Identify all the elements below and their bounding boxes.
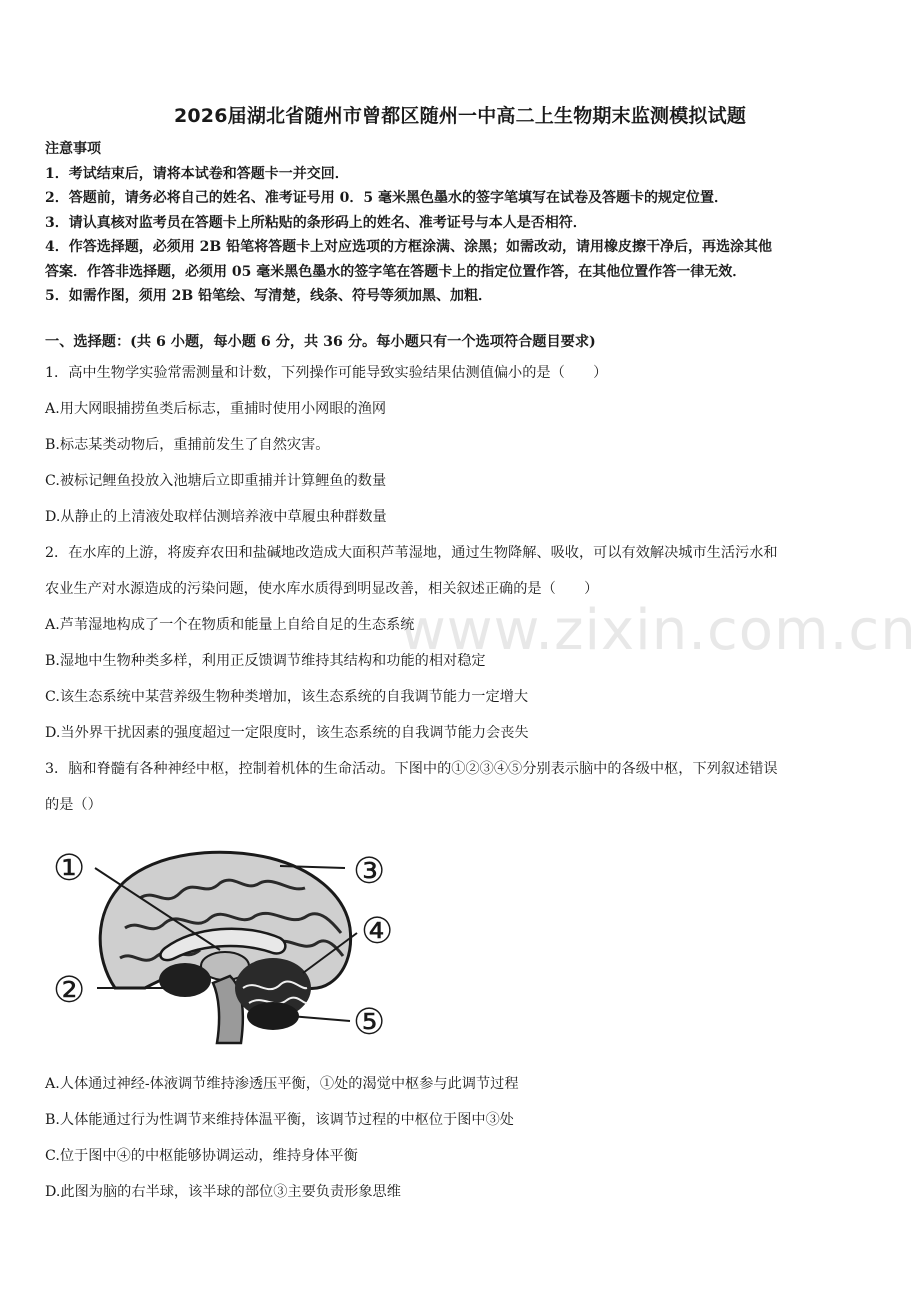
section-heading: 一、选择题：(共 6 小题，每小题 6 分，共 36 分。每小题只有一个选项符合题目要求) [45, 334, 596, 350]
brain-label-3: ③ [353, 851, 386, 892]
brain-label-4: ④ [361, 911, 394, 952]
question-2-stem-line1: 2．在水库的上游，将废弃农田和盐碱地改造成大面积芦苇湿地，通过生物降解、吸收，可以有效解决城市生活污水和 [45, 545, 778, 561]
notice-block [45, 137, 885, 309]
notice-item: 1．考试结束后，请将本试卷和答题卡一并交回． [45, 165, 349, 182]
question-3-stem-line2: 的是（） [45, 797, 102, 813]
question-2-option-a: A.芦苇湿地构成了一个在物质和能量上自给自足的生态系统 [45, 617, 415, 633]
page-title: 2026届湖北省随州市曾都区随州一中高二上生物期末监测模拟试题 [173, 105, 747, 127]
question-1-option-d: D.从静止的上清液处取样估测培养液中草履虫种群数量 [45, 509, 387, 525]
question-3-option-d: D.此图为脑的右半球，该半球的部位③主要负责形象思维 [45, 1184, 401, 1200]
notice-item: 5．如需作图，须用 2B 铅笔绘、写清楚，线条、符号等须加黑、加粗． [45, 288, 493, 304]
question-3-stem-line1: 3．脑和脊髓有各种神经中枢，控制着机体的生命活动。下图中的①②③④⑤分别表示脑中的各级中枢，下列叙述错误 [45, 761, 778, 777]
question-3-option-b: B.人体能通过行为性调节来维持体温平衡，该调节过程的中枢位于图中③处 [45, 1112, 514, 1128]
notice-item: 3．请认真核对监考员在答题卡上所粘贴的条形码上的姓名、准考证号与本人是否相符． [45, 214, 587, 231]
brain-diagram [45, 838, 405, 1048]
question-2-option-b: B.湿地中生物种类多样，利用正反馈调节维持其结构和功能的相对稳定 [45, 653, 486, 669]
notice-item: 2．答题前，请务必将自己的姓名、准考证号用 0．5 毫米黑色墨水的签字笔填写在试卷及答题卡的规定位置． [45, 190, 728, 206]
brain-label-1: ① [53, 848, 86, 889]
notice-heading: 注意事项 [45, 141, 101, 157]
watermark: www.zixin.com.cn [400, 598, 917, 663]
question-3-option-c: C.位于图中④的中枢能够协调运动，维持身体平衡 [45, 1148, 358, 1164]
notice-item: 答案．作答非选择题，必须用 05 毫米黑色墨水的签字笔在答题卡上的指定位置作答，在其他位置作答一律无效． [45, 263, 747, 280]
question-2-option-c: C.该生态系统中某营养级生物种类增加，该生态系统的自我调节能力一定增大 [45, 689, 529, 705]
question-2-option-d: D.当外界干扰因素的强度超过一定限度时，该生态系统的自我调节能力会丧失 [45, 725, 529, 741]
question-2-stem-line2: 农业生产对水源造成的污染问题，使水库水质得到明显改善，相关叙述正确的是（ ） [45, 581, 599, 597]
question-1-stem: 1．高中生物学实验常需测量和计数，下列操作可能导致实验结果估测值偏小的是（ ） [45, 365, 608, 381]
question-1-option-c: C.被标记鲤鱼投放入池塘后立即重捕并计算鲤鱼的数量 [45, 473, 387, 489]
brain-label-2: ② [53, 970, 86, 1011]
question-1-option-a: A.用大网眼捕捞鱼类后标志，重捕时使用小网眼的渔网 [45, 401, 387, 417]
brain-label-5: ⑤ [353, 1002, 386, 1043]
question-1-option-b: B.标志某类动物后，重捕前发生了自然灾害。 [45, 437, 330, 453]
notice-item: 4．作答选择题，必须用 2B 铅笔将答题卡上对应选项的方框涂满、涂黑；如需改动，请用橡皮擦干净后，再选涂其他 [45, 239, 773, 255]
question-3-option-a: A.人体通过神经-体液调节维持渗透压平衡，①处的渴觉中枢参与此调节过程 [45, 1076, 519, 1092]
